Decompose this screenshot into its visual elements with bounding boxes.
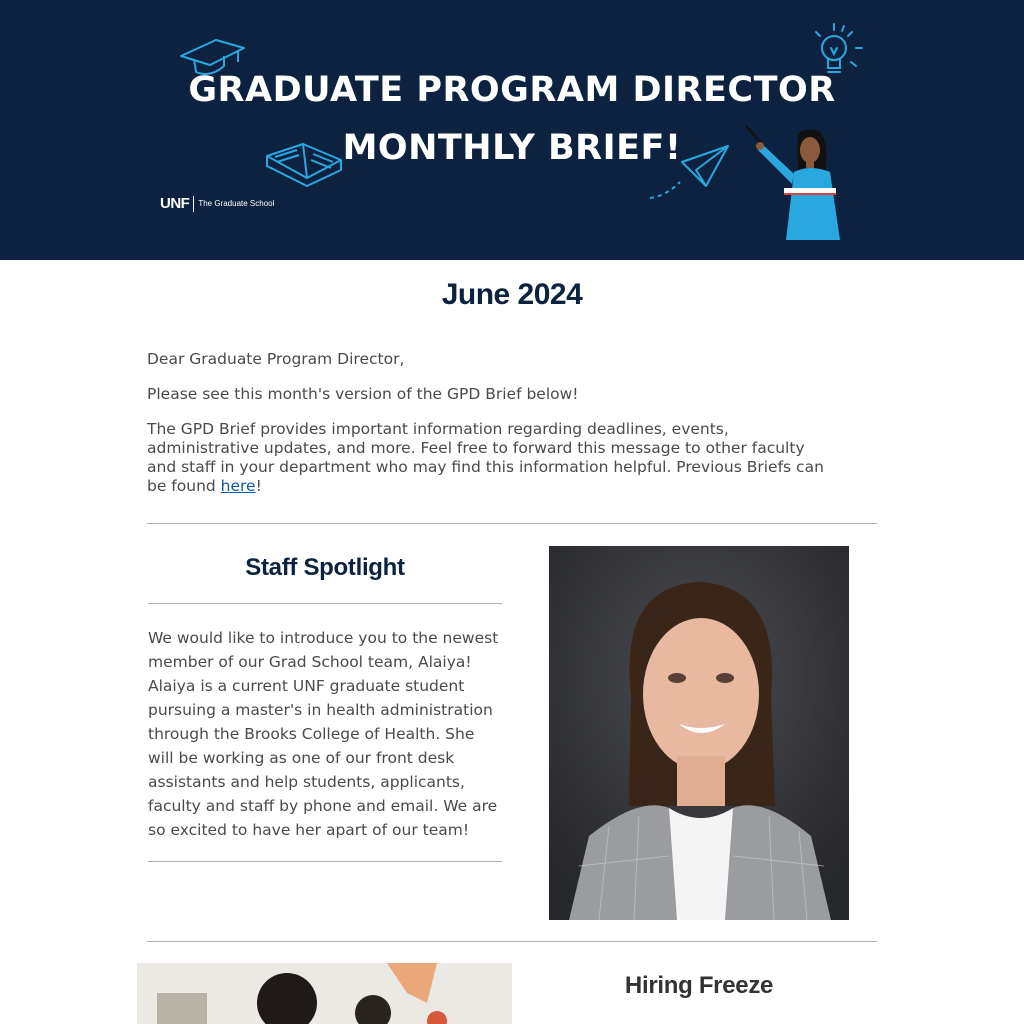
previous-briefs-link[interactable]: here [220,477,256,495]
staff-portrait-photo [549,546,849,920]
hiring-freeze-heading: Hiring Freeze [624,972,774,999]
unf-graduate-school-logo [160,195,274,212]
header-banner [0,0,1024,260]
hiring-freeze-photo [137,963,512,1024]
section-divider [147,523,877,524]
section-divider-2 [147,941,877,942]
spotlight-bottom-divider [148,861,502,862]
banner-title-line2: MONTHLY BRIEF! [342,128,682,168]
banner-title-line1: GRADUATE PROGRAM DIRECTOR [188,70,836,110]
intro-paragraph-text: The GPD Brief provides important information regarding deadlines, events, administrative updates, and more. Feel free to forward this message to other faculty and staff in your department who may find this information helpful. Previous Briefs can be found [147,420,824,495]
intro-greeting: Dear Graduate Program Director, [147,350,405,368]
intro-paragraph-end: ! [255,477,262,495]
logo-divider [193,196,194,212]
intro-line: Please see this month's version of the GPD Brief below! [147,385,579,403]
logo-school-text: The Graduate School [198,199,275,208]
spotlight-title-divider [148,603,502,604]
intro-paragraph [147,420,837,496]
issue-month-heading: June 2024 [441,278,583,311]
staff-spotlight-heading: Staff Spotlight [245,554,405,581]
staff-spotlight-body: We would like to introduce you to the newest member of our Grad School team, Alaiya! Alaiya is a current UNF graduate student pursuing a master's in health administration through the Brooks College of Health. She will be working as one of our front desk assistants and help students, applicants, faculty and staff by phone and email. We are so excited to have her apart of our team! [148,629,499,839]
logo-unf-text: UNF [160,195,190,212]
